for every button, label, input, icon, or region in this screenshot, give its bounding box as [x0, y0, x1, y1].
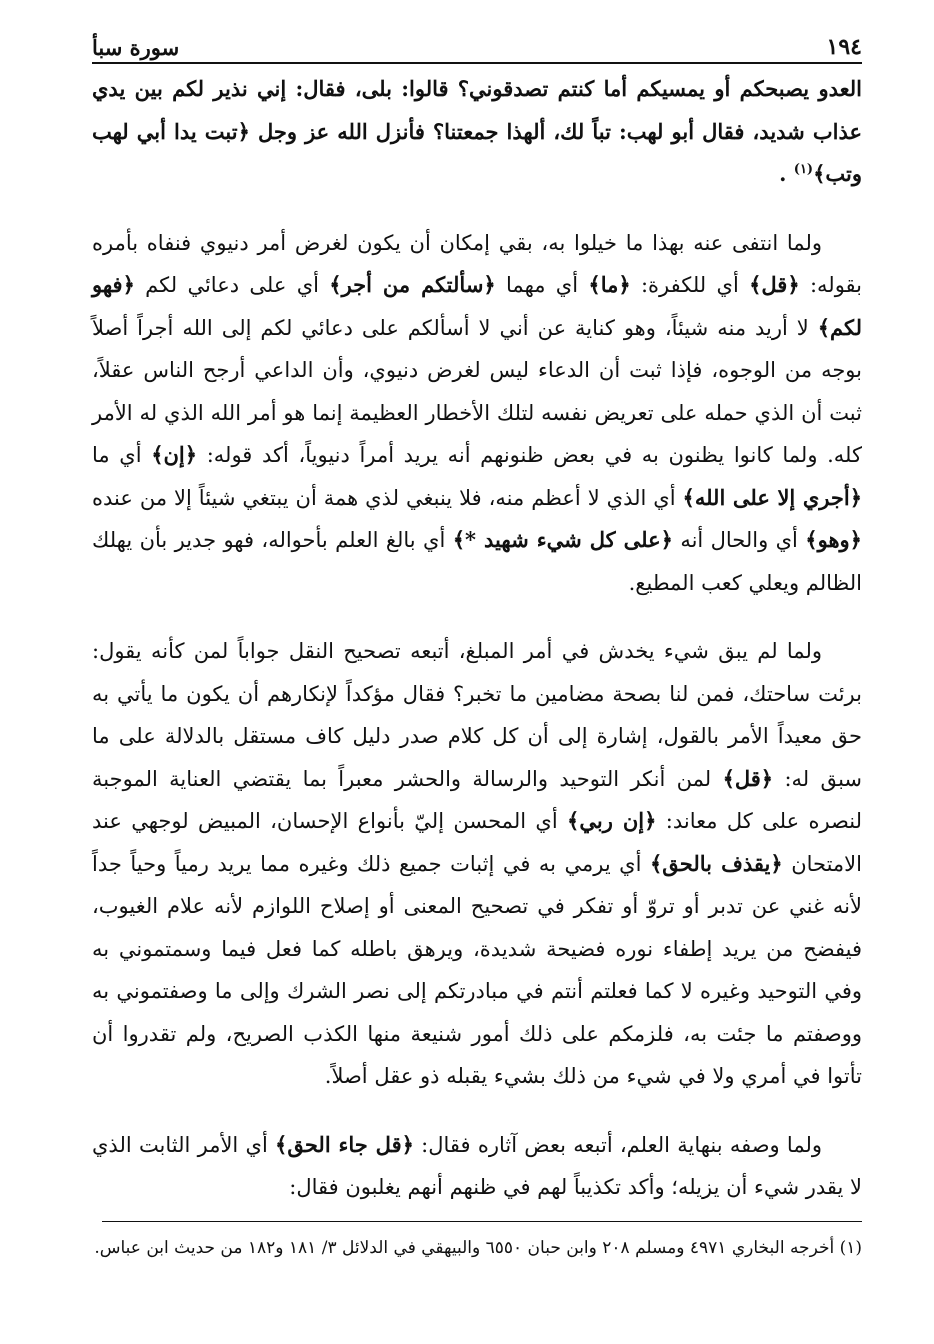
footnote: (١) أخرجه البخاري ٤٩٧١ ومسلم ٢٠٨ وابن حبان ٦٥٥٠ والبيهقي في الدلائل ٣/ ١٨١ و١٨٢ من حديث ابن عباس.: [94, 1237, 862, 1258]
paragraph-text: أي على دعائي لكم: [134, 273, 330, 297]
quran-quote: ﴿إن﴾: [151, 442, 198, 467]
paragraph-text: أي الذي لا أعظم منه، فلا ينبغي لذي همة أن يبتغي شيئاً إلا من عنده: [92, 485, 683, 510]
page-number: ١٩٤: [826, 34, 862, 60]
paragraph-text: أي الأمر الثابت الذي لا يقدر شيء أن يزيله؛ وأكد تكذيباً لهم في ظنهم أنهم يغلبون فقال:: [92, 1132, 862, 1199]
paragraph-text: ولما وصفه بنهاية العلم، أتبعه بعض آثاره فقال:: [413, 1132, 823, 1157]
paragraph: [92, 222, 862, 605]
paragraph: [92, 630, 862, 1098]
paragraph-text: أي للكفرة:: [630, 273, 750, 297]
paragraph-text: أي ما: [92, 443, 152, 467]
paragraph-text: أي يرمي به في إثبات جميع ذلك وغيره مما يريد رمياً وحياً جداً لأنه غني عن تدبر أو تروّ أو تفكر في تصحيح المعنى أو إصلاح اللوازم لأنه علام الغيوب، فيفضح من يريد إطفاء نوره فضيحة شديدة، ويرهق باطله كما فعل فيما وسمتموني به وفي التوحيد وغيره لا كما فعلتم أنتم في مبادرتكم إلى نصر الشرك وإلى ما وصفتموني به ووصفتم ما جئت به، فلزمكم على ذلك أمور شنيعة منها الكذب الصريح، ولم تقدروا أن تأتوا في أمري ولا في شيء من ذلك بشيء يقبله ذو عقل أصلاً.: [92, 851, 862, 1088]
paragraph-text: ولما انتفى عنه بهذا ما خيلوا به، بقي إمكان أن يكون لغرض أمر دنيوي فنفاه بأمره بقوله:: [92, 230, 863, 297]
quran-quote: ﴿على كل شيء شهيد *﴾: [452, 527, 673, 552]
paragraph-text: أي بالغ العلم بأحواله، فهو جدير بأن يهلك الظالم ويعلي كعب المطيع.: [92, 528, 862, 595]
paragraph-text: .: [779, 161, 794, 186]
header-rule: [92, 62, 862, 64]
paragraph-text: أي المحسن إليّ بأنواع الإحسان، المبيض لوجهي عند الامتحان: [92, 809, 862, 876]
book-page: [92, 30, 862, 1264]
quran-quote: ﴿يقذف بالحق﴾: [649, 850, 783, 876]
paragraph-text: أي مهما: [495, 273, 589, 297]
quran-quote: ﴿إن ربي﴾: [567, 808, 657, 833]
quran-quote: ﴿قل﴾: [749, 272, 800, 297]
quran-quote: ﴿قل جاء الحق﴾: [275, 1131, 414, 1157]
paragraph: [92, 68, 862, 196]
paragraph-text: ولما لم يبق شيء يخدش في أمر المبلغ، أتبعه تصحيح النقل جواباً لمن كأنه يقول: برئت ساحتك، فمن لنا بصحة مضامين ما تخبر؟ فقال مؤكداً لإنكارهم أن يكون ما يأتي به حق معيداً الأمر بالقول، إشارة إلى أن كل كلام صدر دليل كاف مستقل بالدلالة على ما سبق له:: [92, 639, 863, 791]
quran-quote: ﴿سألتكم من أجر﴾: [329, 272, 496, 297]
quran-quote: ﴿أجري إلا على الله﴾: [682, 484, 862, 510]
paragraph-text: العدو يصبحكم أو يمسيكم أما كنتم تصدقوني؟ قالوا: بلى، فقال: إني نذير لكم بين يدي عذاب شديد، فقال أبو لهب: تباً لك، ألهذا جمعتنا؟ فأنزل الله عز وجل: [92, 76, 863, 144]
quran-quote: ﴿تبت يدا أبي لهب وتب﴾: [92, 118, 862, 186]
quran-quote: ﴿فهو لكم﴾: [92, 272, 862, 340]
quran-quote: ﴿قل﴾: [722, 765, 774, 791]
paragraph-text: لمن أنكر التوحيد والرسالة والحشر معبراً بما يقتضي العناية الموجبة لنصره على كل معاند:: [92, 766, 862, 833]
paragraph-text: لا أريد منه شيئاً، وهو كناية عن أني لا أسألكم على دعائي لكم إلى الله أجراً أصلاً بوجه من الوجوه، فإذا ثبت أن الدعاء ليس لغرض دنيوي، وأن الداعي أرجح الناس عقلاً، ثبت أن الذي حمله على تعريض نفسه لتلك الأخطار العظيمة إنما هو أمر الله الذي له الأمر كله. ولما كانوا يظنون به في بعض ظنونهم أنه يريد أمراً دنيوياً، أكد قوله:: [92, 315, 862, 467]
paragraph: [92, 1124, 862, 1209]
quran-quote: ﴿ما﴾: [588, 272, 631, 297]
surah-title: سورة سبأ: [92, 35, 180, 60]
footnote-rule: [102, 1221, 862, 1222]
footnote-marker: (١): [793, 162, 814, 177]
paragraph-text: أي والحال أنه: [672, 528, 806, 552]
page-header: [92, 30, 862, 60]
quran-quote: ﴿وهو﴾: [805, 527, 862, 552]
